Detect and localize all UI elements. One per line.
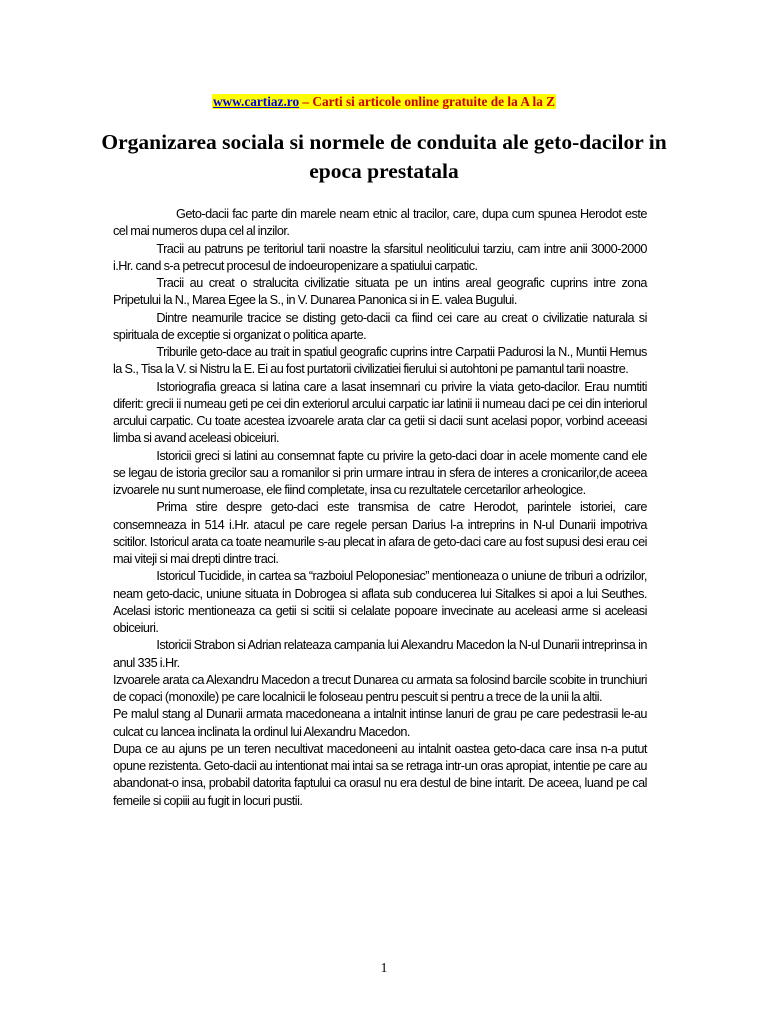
paragraph: Istoriografia greaca si latina care a lasat insemnari cu privire la viata geto-dacilor. Erau numtiti diferit: grecii ii numeau geti pe cei din exteriorul arcului carpatic iar latinii ii numeau daci pe cei din interiorul arcului carpatic. Cu toate acestea izvoarele arata clar ca getii si dacii sunt acelasi popor, vorbind aceeasi limba si avand aceleasi obiceiuri. xyxy=(113,378,647,446)
banner-highlight xyxy=(212,94,556,109)
site-banner xyxy=(0,94,768,110)
site-link[interactable]: www.cartiaz.ro xyxy=(212,94,300,109)
paragraph: Pe malul stang al Dunarii armata macedoneana a intalnit intinse lanuri de grau pe care pedestrasii le-au culcat cu lancea inclinata la ordinul lui Alexandru Macedon. xyxy=(113,706,647,739)
paragraph: Geto-dacii fac parte din marele neam etnic al tracilor, care, dupa cum spunea Herodot este cel mai numeros dupa cel al inzilor. xyxy=(113,206,647,239)
paragraph: Dupa ce au ajuns pe un teren necultivat macedoneeni au intalnit oastea geto-daca care insa n-a putut opune rezistenta. Geto-dacii au intentionat mai intai sa se retraga intr-un oras apropiat, intentie pe care au abandonat-o insa, probabil datorita faptului ca orasul nu era destul de bine intarit. De aceea, luand pe cal femeile si copiii au fugit in locuri pustii. xyxy=(113,740,647,808)
site-tagline: – Carti si articole online gratuite de la A la Z xyxy=(299,94,556,109)
paragraph: Istoricii Strabon si Adrian relateaza campania lui Alexandru Macedon la N-ul Dunarii intreprinsa in anul 335 i.Hr. xyxy=(113,637,647,670)
paragraph: Dintre neamurile tracice se disting geto-dacii ca fiind cei care au creat o civilizatie naturala si spirituala de exceptie si organizat o politica aparte. xyxy=(113,309,647,342)
paragraph: Tracii au patruns pe teritoriul tarii noastre la sfarsitul neoliticului tarziu, cam intre anii 3000-2000 i.Hr. cand s-a petrecut procesul de indoeuropenizare a spatiului carpatic. xyxy=(113,240,647,273)
paragraph: Istoricii greci si latini au consemnat fapte cu privire la geto-daci doar in acele momente cand ele se legau de istoria grecilor sau a romanilor si prin urmare intrau in sfera de interes a cronicarilor,de aceea izvoarele nu sunt numeroase, ele fiind completate, insa cu rezultatele cercetarilor arheologice. xyxy=(113,447,647,497)
document-title: Organizarea sociala si normele de conduita ale geto-dacilor in epoca prestatala xyxy=(101,130,667,183)
paragraph: Izvoarele arata ca Alexandru Macedon a trecut Dunarea cu armata sa folosind barcile scobite in trunchiuri de copaci (monoxile) pe care localnicii le foloseau pentru pescuit si pentru a trece de la unii la altii. xyxy=(113,671,647,704)
paragraph: Triburile geto-dace au trait in spatiul geografic cuprins intre Carpatii Padurosi la N., Muntii Hemus la S., Tisa la V. si Nistru la E. Ei au fost purtatorii civilizatiei fierului si autohtoni pe pamantul tarii noastre. xyxy=(113,344,647,377)
paragraph: Prima stire despre geto-daci este transmisa de catre Herodot, parintele istoriei, care consemneaza in 514 i.Hr. atacul pe care regele persan Darius l-a intreprins in N-ul Dunarii impotriva scitilor. Istoricul arata ca toate neamurile s-au plecat in afara de geto-daci care au fost supusi desi erau cei mai viteji si mai drepti dintre traci. xyxy=(113,499,647,566)
document-body xyxy=(113,205,647,809)
page-number: 1 xyxy=(380,960,388,975)
paragraph: Istoricul Tucidide, in cartea sa “razboiul Peloponesiac” mentioneaza o uniune de triburi a odrizilor, neam geto-dacic, uniune situata in Dobrogea si aflata sub conducerea lui Sitalkes si apoi a lui Seuthes. Acelasi istoric mentioneaza ca getii si scitii si celalate popoare invecinate au aceleasi arme si aceleasi obiceiuri. xyxy=(113,568,647,635)
paragraph: Tracii au creat o stralucita civilizatie situata pe un intins areal geografic cuprins intre zona Pripetului la N., Marea Egee la S., in V. Dunarea Panonica si in E. valea Bugului. xyxy=(113,275,647,308)
